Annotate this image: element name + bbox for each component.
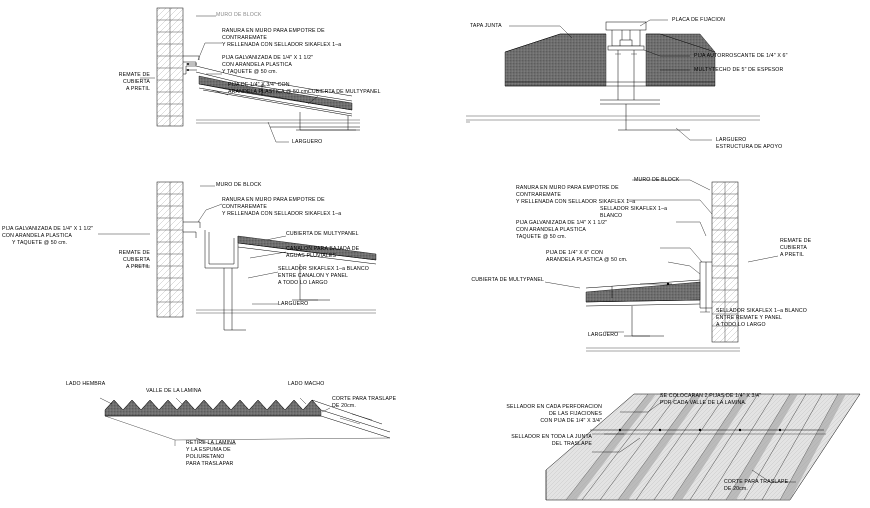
label-sellador-canalon-line2-d3: ENTRE CANALON Y PANEL	[278, 273, 349, 279]
label-larguero-d3: LARGUERO	[278, 301, 309, 307]
label-pija-galv-line2-d4: CON ARANDELA PLASTICA	[516, 227, 587, 233]
label-ranura-line2-d1: CONTRAREMATE	[222, 35, 267, 41]
label-valle-lamina-d5: VALLE DE LA LAMINA	[146, 388, 202, 394]
label-remate-line2-d3: CUBIERTA	[123, 257, 150, 263]
label-sellador-remate-line2-d4: ENTRE REMATE Y PANEL	[716, 315, 783, 321]
label-sellador-perforacion-line1-d6: SELLADOR EN CADA PERFORACION	[506, 404, 602, 410]
label-ranura-line1-d3: RANURA EN MURO PARA EMPOTRE DE	[222, 197, 325, 203]
label-cubierta-multypanel-d1: CUBIERTA DE MULTYPANEL	[308, 89, 381, 95]
label-remate-line2-d4: CUBIERTA	[780, 245, 807, 251]
label-estructura-apoyo-d2: ESTRUCTURA DE APOYO	[716, 144, 783, 150]
label-sellador-junta-line1-d6: SELLADOR EN TODA LA JUNTA	[511, 434, 592, 440]
label-sellador-canalon-line1-d3: SELLADOR SIKAFLEX 1–a BLANCO	[278, 266, 369, 272]
label-ranura-line3-d1: Y RELLENADA CON SELLADOR SIKAFLEX 1–a	[222, 42, 342, 48]
label-lado-hembra-d5: LADO HEMBRA	[66, 381, 106, 387]
label-corte-traslape-line1-d5: CORTE PARA TRASLAPE	[332, 396, 397, 402]
label-corte-traslape-line2-d6: DE 20cm.	[724, 486, 748, 492]
label-ranura-line2-d4: CONTRAREMATE	[516, 192, 561, 198]
label-cubierta-multypanel-d3: CUBIERTA DE MULTYPANEL	[286, 231, 359, 237]
label-sellador-remate-line3-d4: A TODO LO LARGO	[716, 322, 766, 328]
label-corte-traslape-line1-d6: CORTE PARA TRASLAPE	[724, 479, 789, 485]
label-lado-macho-d5: LADO MACHO	[288, 381, 325, 387]
label-sellador-blanco-line2-d4: BLANCO	[600, 213, 623, 219]
label-pija-34-line2-d1: ARANDELA PLASTICA @ 50 cm.	[228, 89, 310, 95]
label-larguero-d1: LARGUERO	[292, 139, 323, 145]
label-ranura-line3-d4: Y RELLENADA CON SELLADOR SIKAFLEX 1–a	[516, 199, 636, 205]
label-canalon-line1-d3: CANALON PARA BAJADA DE	[286, 246, 360, 252]
label-muro-de-block-d1: MURO DE BLOCK	[216, 12, 262, 18]
label-pija-galv-line1-d4: PIJA GALVANIZADA DE 1/4" X 1 1/2"	[516, 220, 608, 226]
label-sellador-canalon-line3-d3: A TODO LO LARGO	[278, 280, 328, 286]
label-retire-line1-d5: RETIRE LA LAMINA	[186, 440, 236, 446]
label-pija-galv-line2-d3: CON ARANDELA PLASTICA	[2, 233, 73, 239]
label-multytecho-d2: MULTYTECHO DE 5" DE ESPESOR	[694, 67, 784, 73]
label-pija-6-line2-d4: ARANDELA PLASTICA @ 50 cm.	[546, 257, 628, 263]
label-pija-autorroscante-d2: PIJA AUTORROSCANTE DE 1/4" X 6"	[694, 53, 788, 59]
label-corte-traslape-line2-d5: DE 20cm.	[332, 403, 356, 409]
label-muro-de-block-d3: MURO DE BLOCK	[216, 182, 262, 188]
label-dos-pijas-line2-d6: POR CADA VALLE DE LA LAMINA.	[660, 400, 747, 406]
label-larguero-d4: LARGUERO	[588, 332, 619, 338]
label-sellador-perforacion-line3-d6: CON PIJA DE 1/4" X 3/4"	[540, 418, 602, 424]
label-placa-fijacion-d2: PLACA DE FIJACION	[672, 17, 725, 23]
label-ranura-line2-d3: CONTRAREMATE	[222, 204, 267, 210]
label-sellador-perforacion-line2-d6: DE LAS FIJACIONES	[549, 411, 602, 417]
label-sellador-remate-line1-d4: SELLADOR SIKAFLEX 1–a BLANCO	[716, 308, 807, 314]
label-retire-line4-d5: PARA TRASLAPAR	[186, 461, 234, 467]
label-remate-line2-d1: CUBIERTA	[123, 79, 150, 85]
label-pija-galv-line3-d1: Y TAQUETE @ 50 cm.	[222, 69, 278, 75]
label-remate-line3-d1: A PRETIL	[126, 86, 150, 92]
label-larguero-d2: LARGUERO	[716, 137, 747, 143]
label-pija-34-line1-d1: PIJA DE 1/4" X 3/4" CON	[228, 82, 290, 88]
label-sellador-junta-line2-d6: DEL TRASLAPE	[551, 441, 592, 447]
label-ranura-line1-d1: RANURA EN MURO PARA EMPOTRE DE	[222, 28, 325, 34]
label-taquete-d4: TAQUETE @ 50 cm.	[516, 234, 567, 240]
detail-2-geometry	[466, 20, 760, 140]
label-pija-galv-line1-d1: PIJA GALVANIZADA DE 1/4" X 1 1/2"	[222, 55, 314, 61]
label-muro-de-block-d4: MURO DE BLOCK	[634, 177, 680, 183]
label-cubierta-multypanel-d4: CUBIERTA DE MULTYPANEL	[471, 277, 544, 283]
label-tapa-junta-d2: TAPA JUNTA	[470, 23, 502, 29]
label-pija-galv-line1-d3: PIJA GALVANIZADA DE 1/4" X 1 1/2"	[2, 226, 94, 232]
label-pija-6-line1-d4: PIJA DE 1/4" X 6" CON	[546, 250, 603, 256]
label-remate-line1-d4: REMATE DE	[780, 238, 812, 244]
label-sellador-blanco-line1-d4: SELLADOR SIKAFLEX 1–a	[600, 206, 668, 212]
label-dos-pijas-line1-d6: SE COLOCARAN 2 PIJAS DE 1/4" X 3/4"	[660, 393, 762, 399]
label-remate-line1-d1: REMATE DE	[118, 72, 150, 78]
label-retire-line3-d5: POLIURETANO	[186, 454, 225, 460]
label-pija-galv-line3-d3: Y TAQUETE @ 50 cm.	[12, 240, 68, 246]
label-ranura-line1-d4: RANURA EN MURO PARA EMPOTRE DE	[516, 185, 619, 191]
label-remate-line3-d3: A PRETIL	[126, 264, 150, 270]
label-canalon-line2-d3: AGUAS PLUVIALES	[286, 253, 337, 259]
label-pija-galv-line2-d1: CON ARANDELA PLASTICA	[222, 62, 293, 68]
label-remate-line3-d4: A PRETIL	[780, 252, 804, 258]
label-remate-line1-d3: REMATE DE	[118, 250, 150, 256]
label-ranura-line3-d3: Y RELLENADA CON SELLADOR SIKAFLEX 1–a	[222, 211, 342, 217]
label-retire-line2-d5: Y LA ESPUMA DE	[186, 447, 231, 453]
